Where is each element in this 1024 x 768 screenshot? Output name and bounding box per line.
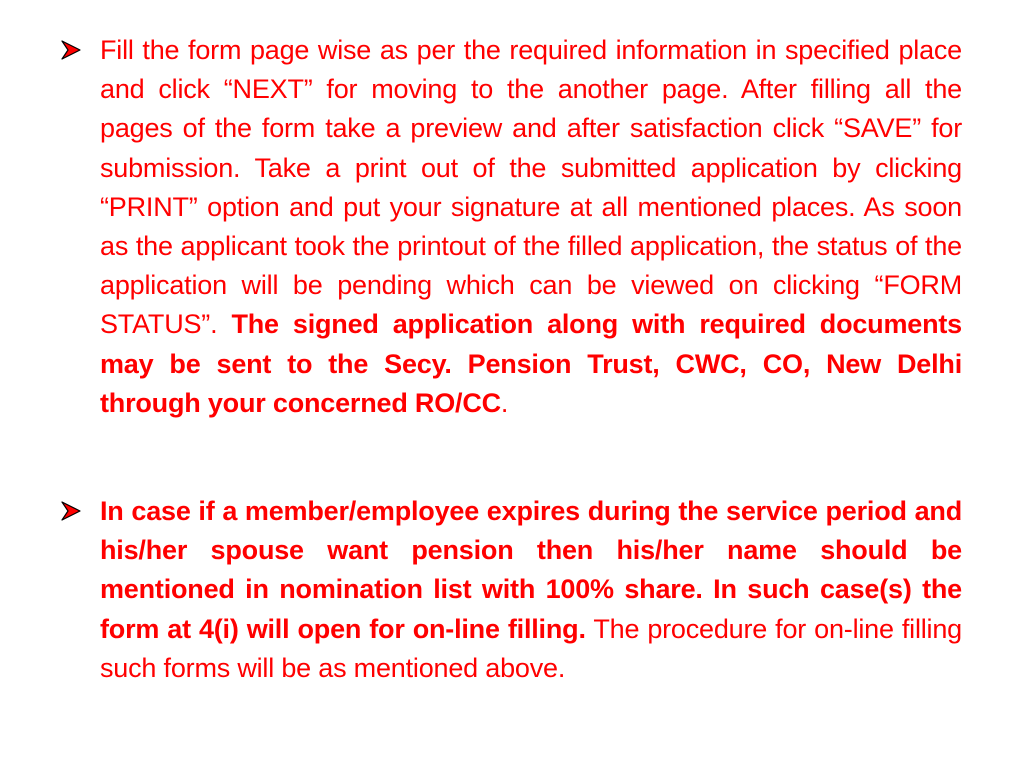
bullet-1-text-regular: Fill the form page wise as per the required information in specified place and click “NEXT” for moving to the another page. After filling all the pages of the form take a preview and after satisfaction click “SAVE” for submission. Take a print out of the submitted application by clicking “PRINT” option and put your signature at all mentioned places. As soon as the applicant took the printout of the filled application, the status of the application will be pending which can be viewed on clicking “FORM STATUS”. (100, 35, 962, 340)
bullet-text-2 (100, 492, 962, 688)
bullet-item-2 (60, 492, 962, 688)
bullet-1-text-period: . (500, 387, 509, 418)
bullet-2-text-bold: In case if a member/employee expires during the service period and his/her spouse want pension then his/her name should be mentioned in nomination list with 100% share. In such case(s) the form at 4(i) will open for on-line filling. (100, 496, 962, 644)
arrow-bullet-icon (60, 499, 84, 523)
bullet-1-text-bold: The signed application along with required documents may be sent to the Secy. Pension Trust, CWC, CO, New Delhi through your concerned RO/CC (100, 309, 962, 418)
arrow-bullet-icon (60, 38, 84, 62)
bullet-2-text-regular: The procedure for on-line filling such forms will be as mentioned above. (100, 613, 962, 683)
bullet-item-1 (60, 31, 962, 423)
bullet-text-1 (100, 31, 962, 423)
